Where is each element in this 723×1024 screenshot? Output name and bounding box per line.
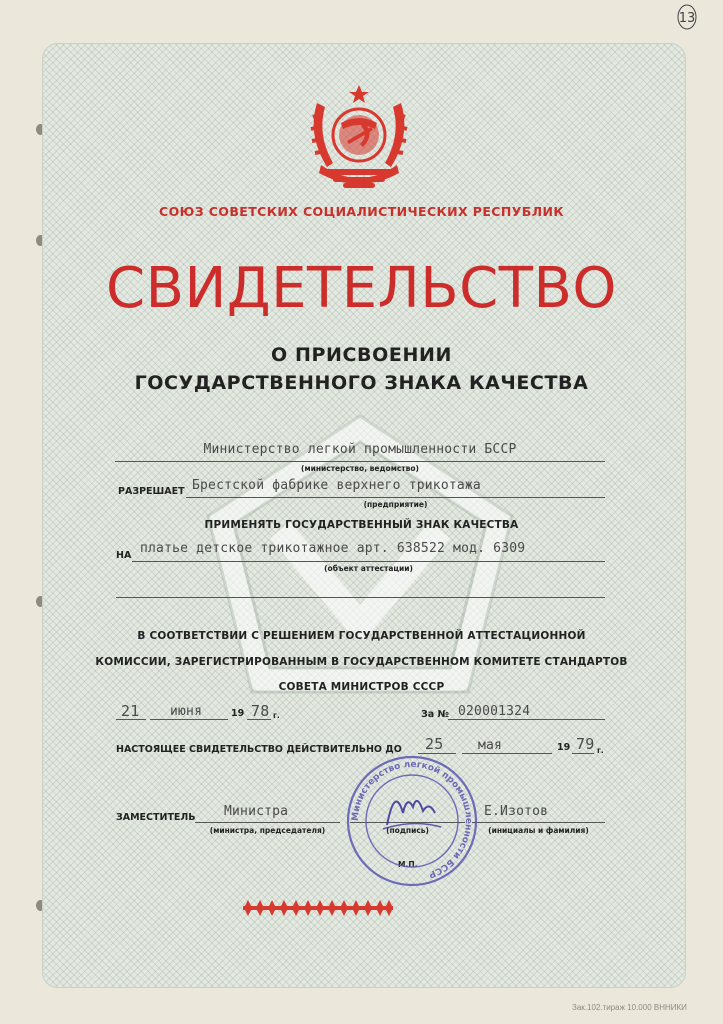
deputy-label: ЗАМЕСТИТЕЛЬ (116, 812, 196, 823)
role-caption: (министра, председателя) (209, 826, 326, 835)
name-line (472, 822, 605, 823)
registration-number-label: За № (421, 709, 449, 720)
object-extra-line (116, 597, 605, 598)
ussr-emblem (303, 83, 415, 191)
subtitle-line-1: О ПРИСВОЕНИИ (271, 344, 452, 366)
subtitle-line-2: ГОСУДАРСТВЕННОГО ЗНАКА КАЧЕСТВА (134, 372, 589, 394)
signature-caption: (подпись) (386, 826, 429, 835)
certificate-title: СВИДЕТЕЛЬСТВО (106, 256, 617, 321)
official-stamp (343, 755, 481, 887)
validity-month: мая (478, 738, 503, 753)
registration-year-prefix: 19 (231, 708, 245, 719)
apply-quality-mark-text: ПРИМЕНЯТЬ ГОСУДАРСТВЕННЫЙ ЗНАК КАЧЕСТВА (204, 519, 519, 531)
corner-pencil-mark (676, 3, 698, 31)
validity-year-label: г. (597, 746, 604, 755)
registration-day-line (116, 719, 146, 720)
ministry-caption: (министерство, ведомство) (301, 464, 419, 473)
object-value: платье детское трикотажное арт. 638522 мод. 6309 (140, 541, 526, 556)
enterprise-line (186, 497, 605, 498)
allows-label: РАЗРЕШАЕТ (118, 486, 185, 497)
registration-month: июня (170, 704, 203, 719)
ornament-border (243, 900, 393, 916)
registration-day: 21 (121, 702, 140, 720)
print-info: Зак.102.тираж 10.000 ВННИКИ (572, 1003, 687, 1012)
role-value: Министра (224, 804, 289, 819)
object-line (132, 561, 605, 562)
registration-month-line (150, 719, 228, 720)
object-label: НА (116, 550, 132, 561)
ministry-line (115, 461, 605, 462)
enterprise-value: Брестской фабрике верхнего трикотажа (192, 478, 481, 493)
enterprise-caption: (предприятие) (363, 500, 428, 509)
registration-number: 020001324 (458, 704, 531, 719)
handwritten-signature (387, 801, 435, 825)
seal-label: М.П. (398, 860, 418, 869)
validity-year: 79 (576, 735, 595, 753)
ministry-value: Министерство легкой промышленности БССР (203, 442, 517, 457)
name-caption: (инициалы и фамилия) (488, 826, 589, 835)
registration-year-label: г. (273, 711, 280, 720)
validity-year-line (572, 753, 594, 754)
registration-number-line (448, 719, 605, 720)
corner-mark-text: 13 (678, 11, 696, 26)
decision-line-2: КОМИССИИ, ЗАРЕГИСТРИРОВАННЫМ В ГОСУДАРСТВЕННОМ КОМИТЕТЕ СТАНДАРТОВ (95, 656, 628, 668)
role-line (195, 822, 340, 823)
registration-year-line (247, 719, 271, 720)
object-caption: (объект аттестации) (324, 564, 413, 573)
decision-line-1: В СООТВЕТСТВИИ С РЕШЕНИЕМ ГОСУДАРСТВЕННОЙ АТТЕСТАЦИОННОЙ (137, 630, 586, 642)
stamp-text: Министерство легкой промышленности БССР (350, 759, 474, 880)
validity-day-line (418, 753, 456, 754)
validity-label: НАСТОЯЩЕЕ СВИДЕТЕЛЬСТВО ДЕЙСТВИТЕЛЬНО ДО (116, 744, 402, 755)
registration-year: 78 (251, 702, 270, 720)
decision-line-3: СОВЕТА МИНИСТРОВ СССР (278, 681, 445, 693)
validity-month-line (462, 753, 552, 754)
validity-day: 25 (425, 735, 444, 753)
name-value: Е.Изотов (484, 804, 549, 819)
validity-year-prefix: 19 (557, 742, 571, 753)
union-header: СОЮЗ СОВЕТСКИХ СОЦИАЛИСТИЧЕСКИХ РЕСПУБЛИК (159, 204, 564, 219)
